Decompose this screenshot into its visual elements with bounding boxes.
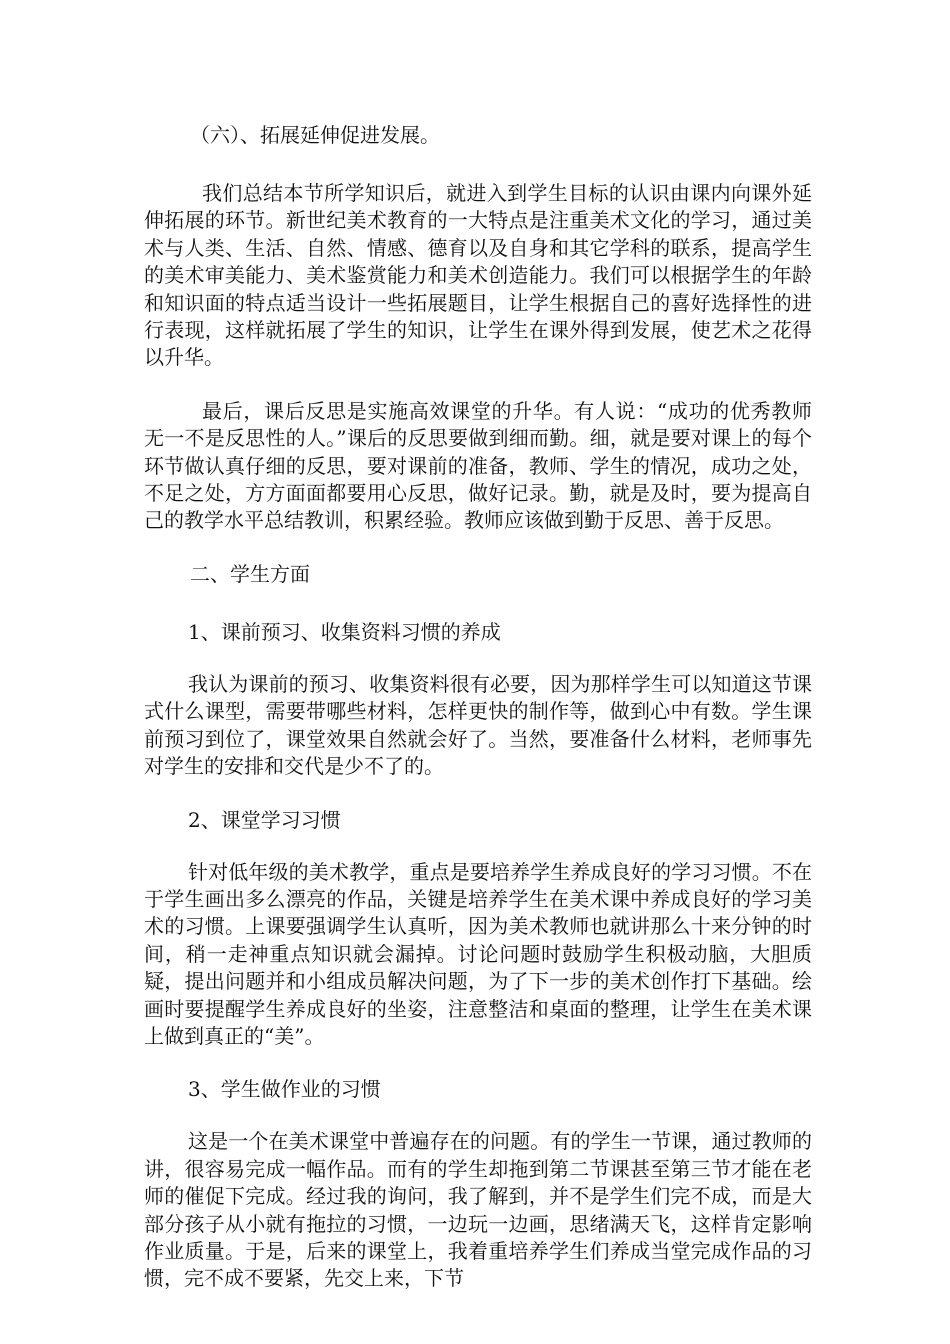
subheading-homework-habit: 3、学生做作业的习惯 xyxy=(188,1077,381,1102)
paragraph-reflection: 最后，课后反思是实施高效课堂的升华。有人说：“成功的优秀教师无一不是反思性的人。”课后的反思要做到细而勤。细，就是要对课上的每个环节做认真仔细的反思，要对课前的准备，教师、学生的情况，成功之处，不足之处，方方面面都要用心反思，做好记录。勤，就是及时，要为提高自己的教学水平总结教训，积累经验。教师应该做到勤于反思、善于反思。 xyxy=(144,398,812,533)
paragraph-classroom-habit: 针对低年级的美术教学，重点是要培养学生养成良好的学习习惯。不在于学生画出多么漂亮的作品，关键是培养学生在美术课中养成良好的学习美术的习惯。上课要强调学生认真听，因为美术教师也就讲那么十来分钟的时间，稍一走神重点知识就会漏掉。讨论问题时鼓励学生积极动脑，大胆质疑，提出问题并和小组成员解决问题，为了下一步的美术创作打下基础。绘画时要提醒学生养成良好的坐姿，注意整洁和桌面的整理，让学生在美术课上做到真正的“美”。 xyxy=(144,859,812,1048)
paragraph-homework-habit: 这是一个在美术课堂中普遍存在的问题。有的学生一节课，通过教师的讲，很容易完成一幅作品。而有的学生却拖到第二节课甚至第三节才能在老师的催促下完成。经过我的询问，我了解到，并不是学生们完不成，而是大部分孩子从小就有拖拉的习惯，一边玩一边画，思绪满天飞，这样肯定影响作业质量。于是，后来的课堂上，我着重培养学生们养成当堂完成作品的习惯，完不成不要紧，先交上来，下节 xyxy=(144,1129,812,1291)
section-heading-extension: （六）、拓展延伸促进发展。 xyxy=(190,123,440,147)
section-heading-students: 二、学生方面 xyxy=(190,561,310,586)
subheading-classroom-habit: 2、课堂学习习惯 xyxy=(188,807,341,832)
paragraph-extension: 我们总结本节所学知识后，就进入到学生目标的认识由课内向课外延伸拓展的环节。新世纪美术教育的一大特点是注重美术文化的学习，通过美术与人类、生活、自然、情感、德育以及自身和其它学科的联系，提高学生的美术审美能力、美术鉴赏能力和美术创造能力。我们可以根据学生的年龄和知识面的特点适当设计一些拓展题目，让学生根据自己的喜好选择性的进行表现，这样就拓展了学生的知识，让学生在课外得到发展，使艺术之花得以升华。 xyxy=(144,181,812,370)
document-body xyxy=(144,122,812,1293)
paragraph-preview-habit: 我认为课前的预习、收集资料很有必要，因为那样学生可以知道这节课式什么课型，需要带哪些材料，怎样更快的制作等，做到心中有数。学生课前预习到位了，课堂效果自然就会好了。当然，要准备什么材料，老师事先对学生的安排和交代是少不了的。 xyxy=(144,671,812,779)
subheading-preview-habit: 1、课前预习、收集资料习惯的养成 xyxy=(188,619,501,644)
